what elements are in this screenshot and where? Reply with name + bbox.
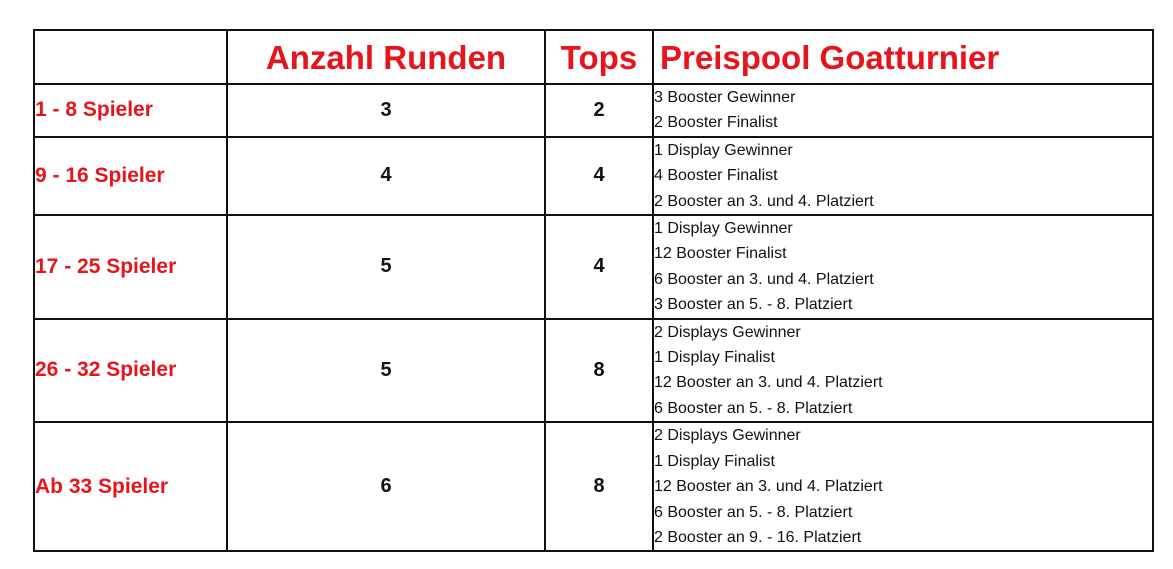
player-range: 26 - 32 Spieler [34,319,227,423]
header-prizepool: Preispool Goatturnier [653,30,1153,84]
rounds-count: 5 [227,215,545,319]
player-range: Ab 33 Spieler [34,422,227,551]
prize-line: 3 Booster an 5. - 8. Platziert [654,296,853,314]
prize-line: 2 Booster Finalist [654,114,778,132]
prize-list [653,84,1153,137]
header-rounds: Anzahl Runden [227,30,545,84]
prize-line: 12 Booster Finalist [654,245,787,263]
prize-line: 6 Booster an 5. - 8. Platziert [654,399,853,417]
tops-count: 4 [545,215,653,319]
prize-line: 4 Booster Finalist [654,167,778,185]
table-row [34,84,1153,137]
tops-count: 8 [545,319,653,423]
table-row [34,137,1153,215]
prize-line: 1 Display Gewinner [654,220,793,238]
player-range: 17 - 25 Spieler [34,215,227,319]
rounds-count: 6 [227,422,545,551]
player-range: 9 - 16 Spieler [34,137,227,215]
prize-line: 2 Booster an 9. - 16. Platziert [654,528,862,546]
table-row [34,319,1153,423]
prize-line: 6 Booster an 5. - 8. Platziert [654,503,853,521]
tops-count: 4 [545,137,653,215]
prize-list [653,422,1153,551]
prize-line: 6 Booster an 3. und 4. Platziert [654,270,874,288]
prize-line: 1 Display Finalist [654,452,775,470]
prize-line: 2 Displays Gewinner [654,427,801,445]
tournament-table [33,29,1154,552]
prize-line: 12 Booster an 3. und 4. Platziert [654,374,883,392]
table-row [34,215,1153,319]
prize-line: 3 Booster Gewinner [654,89,796,106]
table-header-row [34,30,1153,84]
prize-list [653,215,1153,319]
rounds-count: 4 [227,137,545,215]
prize-line: 12 Booster an 3. und 4. Platziert [654,478,883,496]
prize-list [653,319,1153,423]
player-range: 1 - 8 Spieler [34,84,227,137]
tops-count: 8 [545,422,653,551]
prize-line: 2 Booster an 3. und 4. Platziert [654,192,874,210]
prize-line: 1 Display Finalist [654,349,775,367]
tops-count: 2 [545,84,653,137]
prize-list [653,137,1153,215]
header-tops: Tops [545,30,653,84]
header-players-cell [34,30,227,84]
table-row [34,422,1153,551]
prize-line: 1 Display Gewinner [654,141,793,159]
prize-line: 2 Displays Gewinner [654,323,801,341]
rounds-count: 5 [227,319,545,423]
rounds-count: 3 [227,84,545,137]
